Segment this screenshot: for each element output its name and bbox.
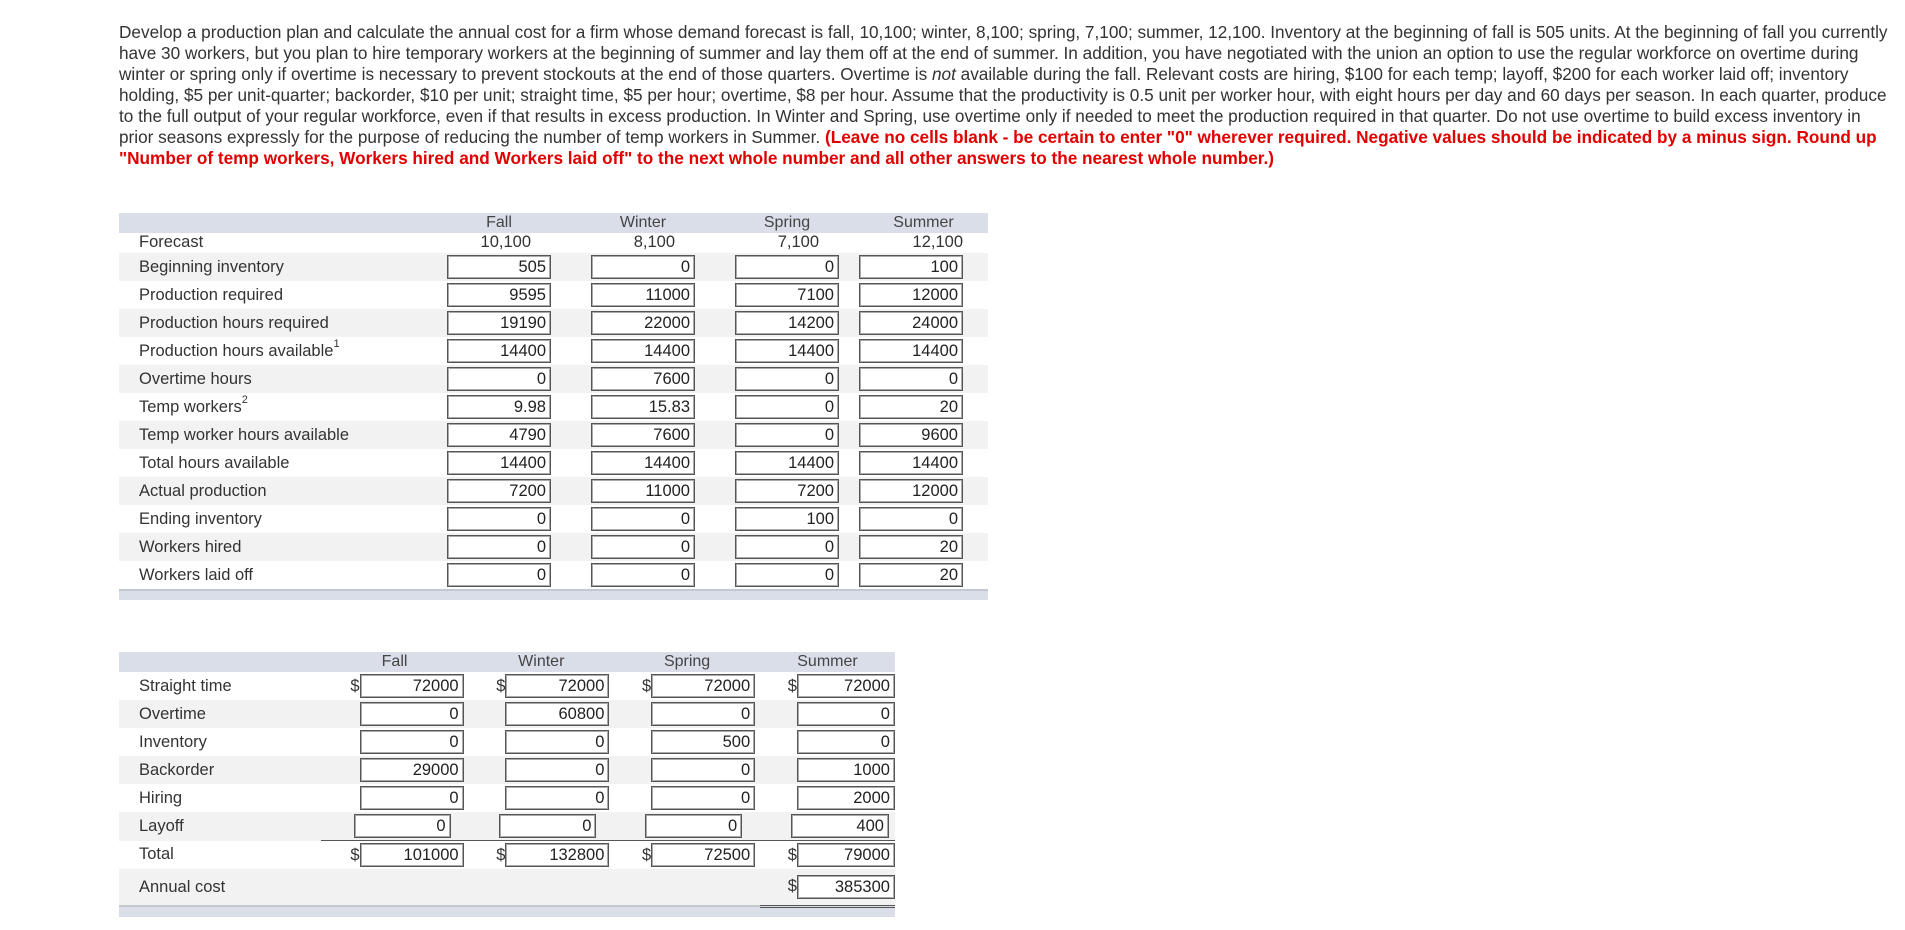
cost-header-spring: Spring: [614, 652, 760, 672]
plan-label-text: Production hours available: [139, 341, 334, 360]
problem-statement: [119, 22, 1889, 169]
plan-label-text: Beginning inventory: [139, 257, 284, 276]
cost-row-layoff: [119, 812, 895, 841]
problem-text-part1: Develop a production plan and calculate the annual cost for a firm whose demand forecast is fall, 10,100; winter, 8,100; spring, 7,100; summer, 12,100. Inventory at the beginning of fall is 505 units. At the beginning of fall you currently have 30 workers, but you plan to hire temporary workers at the beginning of summer and lay them off at the end of summer. In addition, you have negotiated with the union an option to use the regular workforce on overtime during winter or spring only if overtime is necessary to prevent stockouts at the end of those quarters. Overtime is: [119, 22, 1888, 84]
plan-input-total-hours-available-summer[interactable]: 14400: [859, 451, 963, 475]
cost-cell: [797, 700, 895, 728]
plan-cell: [859, 421, 988, 449]
plan-cell: [859, 281, 988, 309]
plan-label-actual-production: [119, 477, 427, 505]
cost-cell: [505, 700, 614, 728]
cost-header-row: [119, 652, 895, 672]
plan-row-production-hours-required: [119, 309, 988, 337]
plan-input-workers-hired-spring[interactable]: 0: [735, 535, 839, 559]
plan-label-temp-workers: [119, 393, 427, 421]
plan-label-text: Production hours required: [139, 313, 329, 332]
plan-cell: [715, 281, 859, 309]
plan-label-text: Overtime hours: [139, 369, 252, 388]
cost-input-straight-time-spring[interactable]: 72000: [651, 674, 755, 698]
plan-header-fall: Fall: [427, 213, 571, 233]
cost-cell: [651, 756, 760, 784]
plan-input-ending-inventory-summer[interactable]: 0: [859, 507, 963, 531]
currency-symbol: $: [641, 676, 652, 695]
currency-symbol: [760, 728, 797, 756]
cost-input-straight-time-winter[interactable]: 72000: [505, 674, 609, 698]
cost-cell: [505, 812, 614, 841]
cost-footer-cell: [119, 906, 895, 917]
plan-row-workers-laid-off: [119, 561, 988, 590]
cost-input-layoff-fall[interactable]: 0: [354, 814, 451, 838]
plan-cell: [571, 393, 715, 421]
currency-symbol: $: [760, 841, 797, 870]
plan-input-beginning-inventory-fall[interactable]: 505: [447, 255, 551, 279]
cost-cell: [360, 784, 469, 812]
currency-symbol: $: [787, 676, 797, 695]
currency-symbol: [468, 700, 505, 728]
plan-row-ending-inventory: [119, 505, 988, 533]
plan-cell: [427, 561, 571, 590]
currency-symbol: $: [350, 676, 360, 695]
plan-cell: [427, 533, 571, 561]
plan-label-text: Workers hired: [139, 537, 242, 556]
plan-cell: [859, 561, 988, 590]
cost-cell: [651, 728, 760, 756]
plan-input-production-required-fall[interactable]: 9595: [447, 283, 551, 307]
cost-input-overtime-spring[interactable]: 0: [651, 702, 755, 726]
cost-input-layoff-winter[interactable]: 0: [499, 814, 596, 838]
cost-input-hiring-fall[interactable]: 0: [360, 786, 464, 810]
currency-symbol: [760, 756, 797, 784]
cost-cell: [505, 784, 614, 812]
cost-header-blank: [119, 652, 321, 672]
plan-cell: [427, 477, 571, 505]
plan-row-production-required: [119, 281, 988, 309]
cost-input-overtime-winter[interactable]: 60800: [505, 702, 609, 726]
plan-input-temp-worker-hours-available-spring[interactable]: 0: [735, 423, 839, 447]
plan-cell: [859, 365, 988, 393]
plan-cell: [571, 309, 715, 337]
plan-input-workers-laid-off-fall[interactable]: 0: [447, 563, 551, 587]
plan-input-temp-workers-summer[interactable]: 20: [859, 395, 963, 419]
cost-total-summer[interactable]: 79000: [797, 843, 895, 867]
currency-symbol: [468, 784, 505, 812]
footnote-marker: 2: [241, 393, 248, 406]
plan-row-total-hours-available: [119, 449, 988, 477]
plan-input-temp-workers-fall[interactable]: 9.98: [447, 395, 551, 419]
plan-label-production-required: [119, 281, 427, 309]
plan-label-beginning-inventory: [119, 253, 427, 281]
cost-label-layoff: Layoff: [119, 812, 321, 841]
plan-cell: [715, 365, 859, 393]
cost-header-fall: Fall: [321, 652, 469, 672]
plan-input-beginning-inventory-spring[interactable]: 0: [735, 255, 839, 279]
cost-input-hiring-summer[interactable]: 2000: [797, 786, 895, 810]
plan-cell: [715, 477, 859, 505]
cost-input-layoff-summer[interactable]: 400: [791, 814, 889, 838]
currency-symbol: [468, 728, 505, 756]
plan-cell: [571, 449, 715, 477]
currency-symbol: [614, 728, 651, 756]
cost-header-summer: Summer: [760, 652, 895, 672]
plan-cell: [715, 393, 859, 421]
cost-row-overtime: [119, 700, 895, 728]
plan-input-workers-laid-off-winter[interactable]: 0: [591, 563, 695, 587]
plan-cell: [571, 337, 715, 365]
forecast-fall: 10,100: [480, 233, 531, 251]
plan-input-workers-laid-off-summer[interactable]: 20: [859, 563, 963, 587]
plan-cell: [715, 561, 859, 590]
cost-cell: [505, 672, 614, 700]
cost-cell: [797, 784, 895, 812]
plan-cell: [859, 533, 988, 561]
cost-label-straight-time: Straight time: [139, 676, 232, 695]
currency-symbol: $: [614, 841, 651, 870]
cost-cell: [797, 756, 895, 784]
plan-cell: [715, 309, 859, 337]
cost-row-total: [119, 841, 895, 870]
cost-input-inventory-summer[interactable]: 0: [797, 730, 895, 754]
plan-input-temp-worker-hours-available-summer[interactable]: 9600: [859, 423, 963, 447]
problem-instructions: (Leave no cells blank - be certain to enter "0" wherever required. Negative values should be indicated by a minus sign. Round up "Number of temp workers, Workers hired and Workers laid off" to the next whole number and all other answers to the nearest whole number.): [119, 127, 1877, 168]
forecast-summer: 12,100: [912, 233, 963, 251]
plan-cell: [859, 505, 988, 533]
plan-footer-bar: [119, 590, 988, 600]
annual-cost-input[interactable]: 385300: [797, 875, 895, 899]
currency-symbol: [321, 700, 360, 728]
cost-cell: [505, 841, 614, 870]
plan-row-temp-workers: [119, 393, 988, 421]
plan-input-temp-workers-spring[interactable]: 0: [735, 395, 839, 419]
cost-cell: [505, 756, 614, 784]
plan-input-overtime-hours-summer[interactable]: 0: [859, 367, 963, 391]
plan-label-text: Temp workers: [139, 397, 242, 416]
plan-cell: [859, 449, 988, 477]
plan-header-row: [119, 213, 988, 233]
plan-cell: [571, 533, 715, 561]
footnote-marker: 1: [333, 337, 340, 350]
cost-row-backorder: [119, 756, 895, 784]
plan-input-total-hours-available-winter[interactable]: 14400: [591, 451, 695, 475]
currency-symbol: $: [496, 676, 506, 695]
plan-row-overtime-hours: [119, 365, 988, 393]
plan-input-production-hours-available-spring[interactable]: 14400: [735, 339, 839, 363]
plan-cell: [571, 477, 715, 505]
plan-input-total-hours-available-spring[interactable]: 14400: [735, 451, 839, 475]
plan-header-winter: Winter: [571, 213, 715, 233]
plan-label-text: Workers laid off: [139, 565, 254, 584]
plan-cell: [715, 449, 859, 477]
cost-input-backorder-winter[interactable]: 0: [505, 758, 609, 782]
cost-footer-bar: [119, 906, 895, 917]
plan-input-production-required-summer[interactable]: 12000: [859, 283, 963, 307]
cost-cell: [797, 812, 895, 841]
currency-symbol: [321, 756, 360, 784]
cost-cell: [360, 756, 469, 784]
cost-row-annual: [119, 869, 895, 906]
cost-row-inventory: [119, 728, 895, 756]
plan-input-actual-production-spring[interactable]: 7200: [735, 479, 839, 503]
plan-cell: [715, 505, 859, 533]
plan-cell: [571, 505, 715, 533]
plan-cell: [427, 449, 571, 477]
plan-input-production-hours-required-spring[interactable]: 14200: [735, 311, 839, 335]
cost-header-winter: Winter: [468, 652, 614, 672]
plan-label-workers-hired: [119, 533, 427, 561]
plan-input-temp-workers-winter[interactable]: 15.83: [591, 395, 695, 419]
currency-symbol: $: [760, 869, 797, 906]
currency-symbol: [760, 700, 797, 728]
cost-cell: [651, 841, 760, 870]
plan-input-workers-hired-fall[interactable]: 0: [447, 535, 551, 559]
currency-symbol: [321, 728, 360, 756]
currency-symbol: [321, 784, 360, 812]
cost-cell: [651, 700, 760, 728]
plan-input-actual-production-fall[interactable]: 7200: [447, 479, 551, 503]
plan-input-production-hours-required-summer[interactable]: 24000: [859, 311, 963, 335]
plan-label-text: Ending inventory: [139, 509, 262, 528]
cost-input-straight-time-summer[interactable]: 72000: [797, 674, 895, 698]
cost-cell: [797, 841, 895, 870]
plan-cell: [715, 253, 859, 281]
cost-total-winter[interactable]: 132800: [505, 843, 609, 867]
cost-input-straight-time-fall[interactable]: 72000: [360, 674, 464, 698]
forecast-winter: 8,100: [633, 233, 675, 251]
currency-symbol: [614, 700, 651, 728]
currency-symbol: $: [468, 841, 505, 870]
forecast-spring: 7,100: [777, 233, 819, 251]
plan-cell: [571, 281, 715, 309]
plan-cell: [571, 421, 715, 449]
plan-header-blank: [119, 213, 427, 233]
plan-input-ending-inventory-winter[interactable]: 0: [591, 507, 695, 531]
plan-label-forecast: Forecast: [139, 233, 204, 251]
cost-input-backorder-spring[interactable]: 0: [651, 758, 755, 782]
plan-cell: [571, 365, 715, 393]
plan-cell: [427, 393, 571, 421]
plan-label-temp-worker-hours-available: [119, 421, 427, 449]
cost-cell: [360, 700, 469, 728]
cost-row-hiring: [119, 784, 895, 812]
cost-label-overtime: Overtime: [119, 700, 321, 728]
plan-cell: [427, 309, 571, 337]
plan-cell: [571, 561, 715, 590]
cost-input-inventory-spring[interactable]: 500: [651, 730, 755, 754]
plan-input-workers-laid-off-spring[interactable]: 0: [735, 563, 839, 587]
plan-input-overtime-hours-fall[interactable]: 0: [447, 367, 551, 391]
plan-input-production-hours-available-fall[interactable]: 14400: [447, 339, 551, 363]
plan-row-workers-hired: [119, 533, 988, 561]
cost-cell: [797, 728, 895, 756]
plan-label-text: Actual production: [139, 481, 267, 500]
cost-cell: [360, 841, 469, 870]
cost-input-layoff-spring[interactable]: 0: [645, 814, 742, 838]
plan-cell: [859, 253, 988, 281]
cost-label-backorder: Backorder: [119, 756, 321, 784]
plan-cell: [859, 477, 988, 505]
currency-symbol: [614, 784, 651, 812]
cost-input-hiring-winter[interactable]: 0: [505, 786, 609, 810]
cost-cell: [360, 672, 469, 700]
currency-symbol: [760, 784, 797, 812]
plan-cell: [427, 337, 571, 365]
cost-cell: [797, 672, 895, 700]
plan-cell: [715, 337, 859, 365]
plan-input-workers-hired-winter[interactable]: 0: [591, 535, 695, 559]
cost-input-backorder-fall[interactable]: 29000: [360, 758, 464, 782]
plan-label-overtime-hours: [119, 365, 427, 393]
plan-cell: [859, 393, 988, 421]
plan-header-spring: Spring: [715, 213, 859, 233]
cost-label-annual: Annual cost: [119, 869, 760, 906]
plan-cell: [427, 281, 571, 309]
plan-cell: [427, 365, 571, 393]
plan-input-ending-inventory-fall[interactable]: 0: [447, 507, 551, 531]
problem-text-part2: available during the fall. Relevant costs are hiring, $100 for each temp; layoff, $200 for each worker laid off; inventory holding, $5 per unit-quarter; backorder, $10 per unit; straight time, $5 per hour; overtime, $8 per hour. Assume that the productivity is 0.5 unit per worker hour, with eight hours per day and 60 days per season. In each quarter, produce to the full output of your regular workforce, even if that results in excess production. In Winter and Spring, use overtime only if needed to meet the production required in that quarter. Do not use overtime to build excess inventory in prior seasons expressly for the purpose of reducing the number of temp workers in Summer.: [119, 64, 1887, 147]
plan-input-production-hours-required-fall[interactable]: 19190: [447, 311, 551, 335]
plan-input-overtime-hours-winter[interactable]: 7600: [591, 367, 695, 391]
plan-cell: [427, 505, 571, 533]
plan-input-overtime-hours-spring[interactable]: 0: [735, 367, 839, 391]
plan-input-production-required-winter[interactable]: 11000: [591, 283, 695, 307]
plan-row-beginning-inventory: [119, 253, 988, 281]
cost-row-straight-time: [119, 672, 895, 700]
plan-cell: [715, 421, 859, 449]
plan-label-workers-laid-off: [119, 561, 427, 590]
currency-symbol: [468, 756, 505, 784]
cost-cell: [360, 728, 469, 756]
cost-cell: [651, 672, 760, 700]
cost-input-hiring-spring[interactable]: 0: [651, 786, 755, 810]
plan-input-beginning-inventory-summer[interactable]: 100: [859, 255, 963, 279]
cost-label-hiring: Hiring: [139, 788, 183, 807]
cost-table: [119, 652, 895, 917]
plan-cell: [427, 421, 571, 449]
plan-row-actual-production: [119, 477, 988, 505]
plan-input-workers-hired-summer[interactable]: 20: [859, 535, 963, 559]
cost-label-total: Total: [139, 845, 174, 864]
plan-input-total-hours-available-fall[interactable]: 14400: [447, 451, 551, 475]
cost-input-overtime-fall[interactable]: 0: [360, 702, 464, 726]
plan-row-forecast: [119, 233, 988, 253]
plan-input-production-hours-available-summer[interactable]: 14400: [859, 339, 963, 363]
production-plan-table: [119, 213, 988, 600]
plan-header-summer: Summer: [859, 213, 988, 233]
plan-input-temp-worker-hours-available-winter[interactable]: 7600: [591, 423, 695, 447]
cost-input-backorder-summer[interactable]: 1000: [797, 758, 895, 782]
plan-cell: [715, 533, 859, 561]
cost-cell: [360, 812, 469, 841]
plan-label-text: Production required: [139, 285, 284, 304]
cost-cell: [797, 869, 895, 906]
plan-input-ending-inventory-spring[interactable]: 100: [735, 507, 839, 531]
currency-symbol: [614, 756, 651, 784]
problem-emphasis-not: not: [931, 64, 956, 84]
plan-input-production-hours-required-winter[interactable]: 22000: [591, 311, 695, 335]
plan-cell: [427, 253, 571, 281]
plan-input-production-hours-available-winter[interactable]: 14400: [591, 339, 695, 363]
plan-row-temp-worker-hours-available: [119, 421, 988, 449]
plan-input-beginning-inventory-winter[interactable]: 0: [591, 255, 695, 279]
plan-input-temp-worker-hours-available-fall[interactable]: 4790: [447, 423, 551, 447]
plan-row-production-hours-available: [119, 337, 988, 365]
cost-cell: [651, 812, 760, 841]
plan-cell: [571, 253, 715, 281]
plan-input-actual-production-summer[interactable]: 12000: [859, 479, 963, 503]
plan-label-production-hours-available: [119, 337, 427, 365]
cost-input-inventory-fall[interactable]: 0: [360, 730, 464, 754]
cost-total-fall[interactable]: 101000: [360, 843, 464, 867]
plan-input-production-required-spring[interactable]: 7100: [735, 283, 839, 307]
plan-cell: [859, 337, 988, 365]
cost-label-inventory: Inventory: [139, 732, 207, 751]
cost-cell: [651, 784, 760, 812]
plan-label-text: Total hours available: [139, 453, 290, 472]
plan-label-ending-inventory: [119, 505, 427, 533]
cost-input-overtime-summer[interactable]: 0: [797, 702, 895, 726]
cost-input-inventory-winter[interactable]: 0: [505, 730, 609, 754]
plan-cell: [859, 309, 988, 337]
cost-total-spring[interactable]: 72500: [651, 843, 755, 867]
currency-symbol: $: [321, 841, 360, 870]
plan-label-total-hours-available: [119, 449, 427, 477]
plan-label-production-hours-required: [119, 309, 427, 337]
cost-cell: [505, 728, 614, 756]
plan-footer-cell: [119, 590, 988, 600]
plan-label-text: Temp worker hours available: [139, 425, 350, 444]
plan-input-actual-production-winter[interactable]: 11000: [591, 479, 695, 503]
